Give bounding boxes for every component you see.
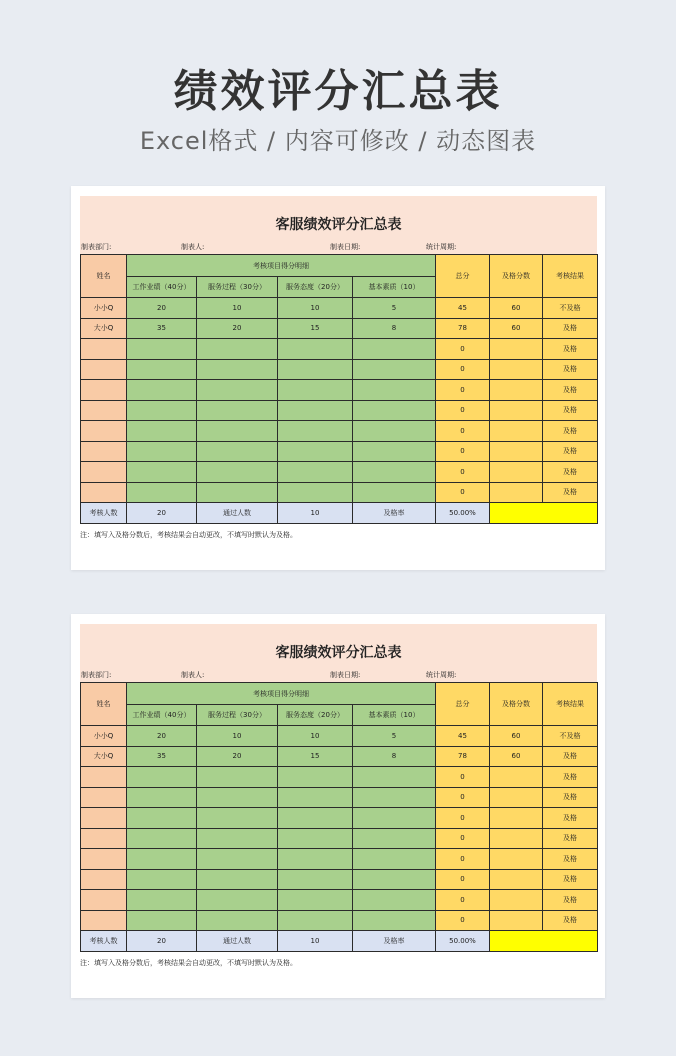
cell-pass-score[interactable] [490, 400, 543, 421]
cell-result[interactable]: 及格 [543, 869, 598, 890]
cell-name[interactable]: 小小Q [81, 298, 127, 319]
header-col-process: 服务过程（30分） [197, 277, 278, 298]
cell-result[interactable]: 及格 [543, 400, 598, 421]
header-col-attitude: 服务态度（20分） [278, 705, 353, 726]
cell-work[interactable] [127, 421, 197, 442]
header-pass-score: 及格分数 [490, 683, 543, 726]
summary-passed-value[interactable]: 10 [278, 931, 353, 952]
cell-work[interactable] [127, 767, 197, 788]
cell-attitude[interactable] [278, 339, 353, 360]
header-col-work: 工作业绩（40分） [127, 705, 197, 726]
cell-name[interactable] [81, 421, 127, 442]
cell-process[interactable] [197, 441, 278, 462]
sheet-note: 注：填写入及格分数后，考核结果会自动更改，不填写时默认为及格。 [80, 531, 297, 539]
cell-attitude[interactable] [278, 910, 353, 931]
cell-pass-score[interactable] [490, 380, 543, 401]
hero-title: 绩效评分汇总表 [173, 66, 503, 117]
cell-name[interactable] [81, 359, 127, 380]
cell-quality[interactable] [353, 339, 436, 360]
cell-pass-score[interactable]: 60 [490, 298, 543, 319]
cell-attitude[interactable] [278, 380, 353, 401]
cell-result[interactable]: 及格 [543, 482, 598, 503]
header-col-work: 工作业绩（40分） [127, 277, 197, 298]
cell-attitude[interactable] [278, 421, 353, 442]
cell-quality[interactable]: 5 [353, 726, 436, 747]
header-pass-score: 及格分数 [490, 255, 543, 298]
cell-quality[interactable] [353, 890, 436, 911]
cell-attitude[interactable] [278, 869, 353, 890]
cell-total[interactable]: 0 [436, 869, 490, 890]
cell-work[interactable] [127, 482, 197, 503]
cell-attitude[interactable] [278, 482, 353, 503]
cell-quality[interactable] [353, 482, 436, 503]
spreadsheet [80, 196, 597, 540]
cell-work[interactable] [127, 359, 197, 380]
cell-quality[interactable] [353, 849, 436, 870]
cell-name[interactable] [81, 462, 127, 483]
table-row [81, 849, 598, 870]
meta-maker: 制表人: [181, 243, 205, 251]
sheet-title: 客服绩效评分汇总表 [80, 196, 597, 240]
spreadsheet-preview-2 [71, 614, 605, 998]
table-row [81, 318, 598, 339]
cell-pass-score[interactable] [490, 462, 543, 483]
cell-process[interactable]: 10 [197, 726, 278, 747]
cell-result[interactable]: 及格 [543, 462, 598, 483]
cell-work[interactable] [127, 462, 197, 483]
cell-total[interactable]: 45 [436, 726, 490, 747]
cell-result[interactable]: 及格 [543, 746, 598, 767]
meta-dept: 制表部门: [81, 671, 112, 679]
header-col-quality: 基本素质（10） [353, 705, 436, 726]
cell-result[interactable]: 及格 [543, 787, 598, 808]
table-row [81, 767, 598, 788]
meta-period: 统计周期: [426, 671, 457, 679]
cell-result[interactable]: 及格 [543, 849, 598, 870]
cell-total[interactable]: 0 [436, 808, 490, 829]
cell-work[interactable] [127, 849, 197, 870]
cell-name[interactable] [81, 767, 127, 788]
cell-result[interactable]: 不及格 [543, 726, 598, 747]
cell-pass-score[interactable] [490, 828, 543, 849]
table-row [81, 441, 598, 462]
cell-quality[interactable] [353, 421, 436, 442]
cell-work[interactable]: 35 [127, 318, 197, 339]
cell-pass-score[interactable]: 60 [490, 746, 543, 767]
cell-attitude[interactable] [278, 359, 353, 380]
cell-result[interactable]: 及格 [543, 890, 598, 911]
cell-name[interactable] [81, 482, 127, 503]
cell-name[interactable] [81, 787, 127, 808]
cell-process[interactable] [197, 849, 278, 870]
summary-passed-label: 通过人数 [197, 503, 278, 524]
score-table [80, 682, 598, 952]
summary-count-label: 考核人数 [81, 503, 127, 524]
cell-attitude[interactable] [278, 441, 353, 462]
sheet-note: 注：填写入及格分数后，考核结果会自动更改，不填写时默认为及格。 [80, 959, 297, 967]
table-row [81, 400, 598, 421]
cell-quality[interactable] [353, 808, 436, 829]
cell-process[interactable] [197, 462, 278, 483]
cell-process[interactable] [197, 482, 278, 503]
cell-result[interactable]: 及格 [543, 828, 598, 849]
cell-result[interactable]: 及格 [543, 441, 598, 462]
cell-work[interactable]: 20 [127, 726, 197, 747]
header-total: 总分 [436, 683, 490, 726]
cell-total[interactable]: 78 [436, 318, 490, 339]
table-row [81, 482, 598, 503]
cell-process[interactable] [197, 808, 278, 829]
table-row [81, 380, 598, 401]
cell-pass-score[interactable] [490, 767, 543, 788]
cell-name[interactable] [81, 910, 127, 931]
summary-rate-label: 及格率 [353, 931, 436, 952]
cell-result[interactable]: 及格 [543, 767, 598, 788]
cell-work[interactable] [127, 828, 197, 849]
cell-total[interactable]: 0 [436, 421, 490, 442]
cell-pass-score[interactable] [490, 359, 543, 380]
table-row [81, 808, 598, 829]
cell-process[interactable] [197, 890, 278, 911]
cell-quality[interactable] [353, 400, 436, 421]
cell-name[interactable] [81, 441, 127, 462]
cell-process[interactable]: 20 [197, 746, 278, 767]
cell-work[interactable] [127, 339, 197, 360]
cell-work[interactable]: 20 [127, 298, 197, 319]
cell-name[interactable] [81, 339, 127, 360]
cell-process[interactable] [197, 869, 278, 890]
cell-work[interactable] [127, 910, 197, 931]
cell-pass-score[interactable] [490, 421, 543, 442]
spreadsheet [80, 624, 597, 968]
cell-quality[interactable] [353, 787, 436, 808]
meta-row [80, 668, 597, 682]
cell-quality[interactable] [353, 828, 436, 849]
cell-name[interactable] [81, 828, 127, 849]
cell-total[interactable]: 0 [436, 828, 490, 849]
cell-total[interactable]: 0 [436, 910, 490, 931]
table-row [81, 339, 598, 360]
cell-process[interactable] [197, 380, 278, 401]
cell-quality[interactable]: 8 [353, 318, 436, 339]
cell-attitude[interactable] [278, 808, 353, 829]
cell-quality[interactable]: 8 [353, 746, 436, 767]
cell-attitude[interactable] [278, 828, 353, 849]
summary-passed-label: 通过人数 [197, 931, 278, 952]
table-row [81, 869, 598, 890]
header-total: 总分 [436, 255, 490, 298]
cell-result[interactable]: 不及格 [543, 298, 598, 319]
cell-name[interactable]: 小小Q [81, 726, 127, 747]
cell-result[interactable]: 及格 [543, 359, 598, 380]
cell-pass-score[interactable] [490, 849, 543, 870]
table-row [81, 298, 598, 319]
summary-highlight-cell[interactable] [490, 931, 598, 952]
cell-pass-score[interactable]: 60 [490, 726, 543, 747]
cell-total[interactable]: 0 [436, 441, 490, 462]
meta-date: 制表日期: [330, 243, 361, 251]
cell-total[interactable]: 0 [436, 890, 490, 911]
cell-quality[interactable] [353, 441, 436, 462]
summary-rate-value[interactable]: 50.00% [436, 931, 490, 952]
cell-process[interactable]: 10 [197, 298, 278, 319]
cell-work[interactable] [127, 400, 197, 421]
cell-attitude[interactable] [278, 400, 353, 421]
summary-rate-label: 及格率 [353, 503, 436, 524]
header-name: 姓名 [81, 255, 127, 298]
cell-name[interactable] [81, 808, 127, 829]
hero [0, 0, 676, 156]
cell-total[interactable]: 0 [436, 400, 490, 421]
header-col-process: 服务过程（30分） [197, 705, 278, 726]
table-row [81, 828, 598, 849]
table-row [81, 421, 598, 442]
cell-total[interactable]: 0 [436, 380, 490, 401]
cell-quality[interactable]: 5 [353, 298, 436, 319]
cell-result[interactable]: 及格 [543, 318, 598, 339]
cell-name[interactable] [81, 869, 127, 890]
table-row [81, 462, 598, 483]
cell-attitude[interactable]: 15 [278, 746, 353, 767]
cell-total[interactable]: 0 [436, 482, 490, 503]
cell-name[interactable] [81, 849, 127, 870]
cell-pass-score[interactable]: 60 [490, 318, 543, 339]
cell-quality[interactable] [353, 359, 436, 380]
header-detail-group: 考核项目得分明细 [127, 255, 436, 277]
cell-process[interactable] [197, 421, 278, 442]
cell-total[interactable]: 0 [436, 359, 490, 380]
meta-dept: 制表部门: [81, 243, 112, 251]
cell-result[interactable]: 及格 [543, 910, 598, 931]
cell-attitude[interactable]: 15 [278, 318, 353, 339]
cell-attitude[interactable] [278, 767, 353, 788]
cell-process[interactable] [197, 339, 278, 360]
cell-name[interactable] [81, 400, 127, 421]
cell-work[interactable] [127, 869, 197, 890]
summary-highlight-cell[interactable] [490, 503, 598, 524]
header-detail-group: 考核项目得分明细 [127, 683, 436, 705]
sheet-title: 客服绩效评分汇总表 [80, 624, 597, 668]
cell-name[interactable]: 大小Q [81, 746, 127, 767]
summary-row [81, 503, 598, 524]
cell-pass-score[interactable] [490, 869, 543, 890]
cell-quality[interactable] [353, 910, 436, 931]
meta-period: 统计周期: [426, 243, 457, 251]
table-row [81, 787, 598, 808]
cell-work[interactable]: 35 [127, 746, 197, 767]
header-result: 考核结果 [543, 255, 598, 298]
cell-process[interactable] [197, 828, 278, 849]
cell-attitude[interactable] [278, 787, 353, 808]
cell-total[interactable]: 45 [436, 298, 490, 319]
cell-pass-score[interactable] [490, 808, 543, 829]
cell-pass-score[interactable] [490, 441, 543, 462]
header-result: 考核结果 [543, 683, 598, 726]
table-row [81, 890, 598, 911]
cell-attitude[interactable] [278, 849, 353, 870]
table-row [81, 910, 598, 931]
summary-row [81, 931, 598, 952]
score-table [80, 254, 598, 524]
header-col-attitude: 服务态度（20分） [278, 277, 353, 298]
cell-work[interactable] [127, 787, 197, 808]
cell-attitude[interactable] [278, 462, 353, 483]
cell-attitude[interactable]: 10 [278, 298, 353, 319]
table-row [81, 726, 598, 747]
cell-process[interactable] [197, 359, 278, 380]
cell-attitude[interactable] [278, 890, 353, 911]
cell-total[interactable]: 0 [436, 849, 490, 870]
summary-count-value[interactable]: 20 [127, 931, 197, 952]
cell-process[interactable] [197, 400, 278, 421]
meta-row [80, 240, 597, 254]
cell-pass-score[interactable] [490, 339, 543, 360]
cell-process[interactable] [197, 787, 278, 808]
cell-result[interactable]: 及格 [543, 339, 598, 360]
cell-name[interactable] [81, 380, 127, 401]
cell-total[interactable]: 0 [436, 787, 490, 808]
cell-result[interactable]: 及格 [543, 380, 598, 401]
hero-subtitle: Excel格式 / 内容可修改 / 动态图表 [139, 127, 537, 155]
cell-work[interactable] [127, 441, 197, 462]
cell-result[interactable]: 及格 [543, 808, 598, 829]
header-col-quality: 基本素质（10） [353, 277, 436, 298]
summary-count-label: 考核人数 [81, 931, 127, 952]
cell-work[interactable] [127, 380, 197, 401]
cell-process[interactable]: 20 [197, 318, 278, 339]
header-name: 姓名 [81, 683, 127, 726]
cell-total[interactable]: 0 [436, 767, 490, 788]
cell-pass-score[interactable] [490, 890, 543, 911]
cell-quality[interactable] [353, 462, 436, 483]
cell-total[interactable]: 78 [436, 746, 490, 767]
meta-date: 制表日期: [330, 671, 361, 679]
cell-pass-score[interactable] [490, 910, 543, 931]
summary-rate-value[interactable]: 50.00% [436, 503, 490, 524]
cell-work[interactable] [127, 890, 197, 911]
cell-pass-score[interactable] [490, 482, 543, 503]
summary-count-value[interactable]: 20 [127, 503, 197, 524]
cell-total[interactable]: 0 [436, 462, 490, 483]
cell-result[interactable]: 及格 [543, 421, 598, 442]
table-row [81, 746, 598, 767]
summary-passed-value[interactable]: 10 [278, 503, 353, 524]
cell-name[interactable] [81, 890, 127, 911]
spreadsheet-preview-1 [71, 186, 605, 570]
cell-pass-score[interactable] [490, 787, 543, 808]
cell-quality[interactable] [353, 380, 436, 401]
cell-name[interactable]: 大小Q [81, 318, 127, 339]
cell-attitude[interactable]: 10 [278, 726, 353, 747]
table-row [81, 359, 598, 380]
cell-process[interactable] [197, 910, 278, 931]
cell-quality[interactable] [353, 869, 436, 890]
cell-process[interactable] [197, 767, 278, 788]
cell-total[interactable]: 0 [436, 339, 490, 360]
cell-quality[interactable] [353, 767, 436, 788]
cell-work[interactable] [127, 808, 197, 829]
meta-maker: 制表人: [181, 671, 205, 679]
